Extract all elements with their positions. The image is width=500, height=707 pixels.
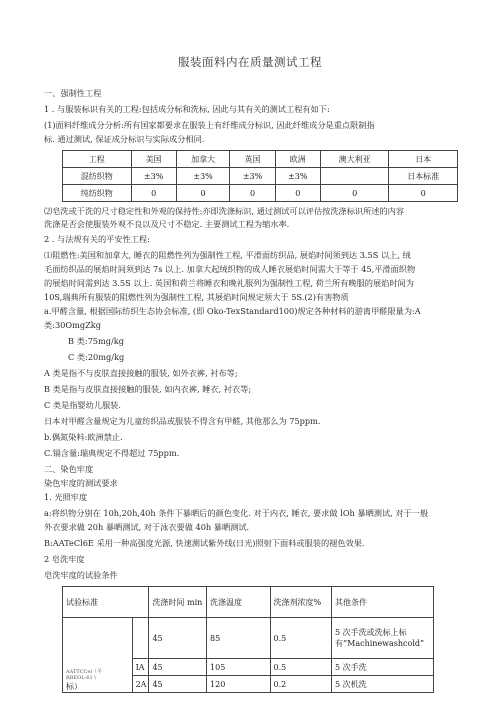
table-row [63, 185, 458, 202]
page-title: 服装面料内在质量测试工程 [178, 55, 322, 69]
paragraph: C 类是指婴幼儿服装. [44, 400, 121, 410]
section-2-heading: 二、染色牢度 [44, 464, 94, 474]
table-cell: 0.5 [270, 618, 332, 659]
standard-label-small: RREOL-61 \ [66, 675, 96, 681]
table-cell: ±3% [131, 168, 176, 185]
table-cell: 120 [207, 676, 271, 693]
table-cell: 45 [149, 618, 207, 659]
table-cell: 洗涤剂浓度% [270, 587, 332, 618]
table-cell: 0.2 [270, 676, 332, 693]
paragraph: B:AATeCl6E 采用一种高强度光源, 快速测试紫外线(日光)照射下面料或服装的褪色效果. [44, 538, 365, 548]
wash-fastness-table [62, 586, 434, 693]
paragraph: 的展焰时间需到达 3.5S 以上. 英国和荷兰将睡衣和晚礼服列为强制性工程, 荷兰所有晚服的展焰时间为 [44, 278, 414, 288]
paragraph: B 类:75mg/kg [68, 336, 124, 346]
table-cell: 0 [131, 185, 176, 202]
paragraph: (1)面料纤维成分分析:所有国家都要求在服装上有纤维成分标识, 因此纤维成分是重点限制指 [44, 120, 375, 130]
table-header-row [63, 587, 434, 618]
table-row [63, 618, 434, 659]
standard-cell [63, 618, 133, 693]
table-cell: 洗涤时间 min [149, 587, 207, 618]
table-cell: 英国 [230, 151, 275, 168]
table-cell: 欧洲 [275, 151, 320, 168]
paragraph: a:将织物分别在 10h,20h,40h 条件下暴晒后的颜色变化. 对于内衣, 睡衣, 要求做 lOh 暴晒测试, 对于一般 [44, 508, 429, 518]
table-row [63, 168, 458, 185]
paragraph: 2 . 与法规有关的平安性工程: [44, 234, 150, 244]
paragraph: 日本对甲醛含量规定为儿童纺织品或服装不得含有甲醛, 其他那么为 75ppm. [44, 416, 321, 426]
table-cell: 0 [275, 185, 320, 202]
table-cell: 2A [132, 676, 149, 693]
table-cell: 5 次手洗或洗标上标有“Machinewashcold” [332, 618, 434, 659]
table-cell: 105 [207, 659, 271, 676]
paragraph: a.甲醛含量, 根据国际纺织生态协会标准, (即 Oko-TexStandard100)规定各种材料的游离甲醛限量为:A [44, 306, 421, 316]
paragraph: 10S,瑞典所有服装的阻燃性列为强制性工程, 其展焰时间规定须大于 5S.(2)有害物质 [44, 292, 349, 302]
paragraph: 1. 光照牢度 [44, 492, 88, 502]
table-cell: IA [132, 659, 149, 676]
table-cell: 45 [149, 659, 207, 676]
table-cell: 45 [149, 676, 207, 693]
table-cell: 洗涤温度 [207, 587, 271, 618]
table-cell: 5 次机洗 [332, 676, 434, 693]
table-cell: 0 [230, 185, 275, 202]
table-cell: 0 [389, 185, 458, 202]
standard-label: AATTCCel（羊 [66, 669, 102, 675]
table-cell: 85 [207, 618, 271, 659]
paragraph: 2 皂洗牢度 [44, 554, 85, 564]
table-cell: ±3% [230, 168, 275, 185]
table-cell [132, 618, 149, 659]
table-cell: 0 [176, 185, 230, 202]
paragraph: 1 . 与服装标识有关的工程:包括成分标和洗标, 因此与其有关的测试工程有如下: [44, 104, 330, 114]
table-cell: 美国 [131, 151, 176, 168]
table-cell: 澳大利亚 [320, 151, 389, 168]
table-cell: 纯纺织物 [63, 185, 132, 202]
paragraph: 外衣要求做 20h 暴晒测试, 对于泳衣要做 40h 暴晒测试. [44, 522, 250, 532]
paragraph: 毛面纺织品的展焰时间须到达 7s 以上. 加拿大起绒织物的成人睡衣展焰时间需大于等于 45,平滑面织物 [44, 264, 416, 274]
table-cell: 工程 [63, 151, 132, 168]
table-cell: 试验标准 [63, 587, 149, 618]
paragraph: B 类是指与皮肤直接接触的服装, 如内衣裤, 睡衣, 衬衣等; [44, 384, 252, 394]
standard-label: 标） [66, 682, 82, 691]
table-cell: 日本 [389, 151, 458, 168]
paragraph: ⑴阻燃性:美国和加拿大, 睡衣的阻燃性列为强制性工程, 平滑面纺织品, 展焰时间须到达 3.5S 以上, 绒 [44, 250, 411, 260]
paragraph: 染色牢度的测试要求 [44, 478, 118, 488]
table-cell: 日本标准 [389, 168, 458, 185]
paragraph: A 类是指不与皮肤直接接触的服装, 如外衣裤, 衬布等; [44, 368, 238, 378]
table-cell: 0 [320, 185, 389, 202]
tolerance-table [62, 150, 458, 202]
table-header-row [63, 151, 458, 168]
table-cell [320, 168, 389, 185]
table-cell: 混纺织物 [63, 168, 132, 185]
table-cell: 0.5 [270, 659, 332, 676]
paragraph: C 类:20mg/kg [68, 352, 125, 362]
paragraph: ⑵皂洗或干洗的尺寸稳定性和外观的保持性:亦即洗涤标识, 通过测试可以评估按洗涤标识所述的内容 [44, 206, 405, 216]
paragraph: 类:30OmgZkg [44, 320, 101, 330]
table-cell: 5 次手洗 [332, 659, 434, 676]
paragraph: b.偶氮染料:欧洲禁止. [44, 432, 123, 442]
table-cell: 加拿大 [176, 151, 230, 168]
paragraph: 洗涤是否会使服装外观不良以及尺寸不稳定. 主要测试工程为缩水率. [44, 219, 290, 229]
paragraph: 标. 通过测试, 保证成分标识与实际成分相同. [44, 134, 205, 144]
table-cell: ±3% [176, 168, 230, 185]
table-cell: 其他条件 [332, 587, 434, 618]
table-cell: ±3% [275, 168, 320, 185]
section-1-heading: 一、强制性工程 [44, 88, 102, 98]
paragraph: 皂洗牢度的试验条件 [44, 570, 118, 580]
paragraph: C.镉含量:瑞典规定不得超过 75ppm. [44, 448, 180, 458]
